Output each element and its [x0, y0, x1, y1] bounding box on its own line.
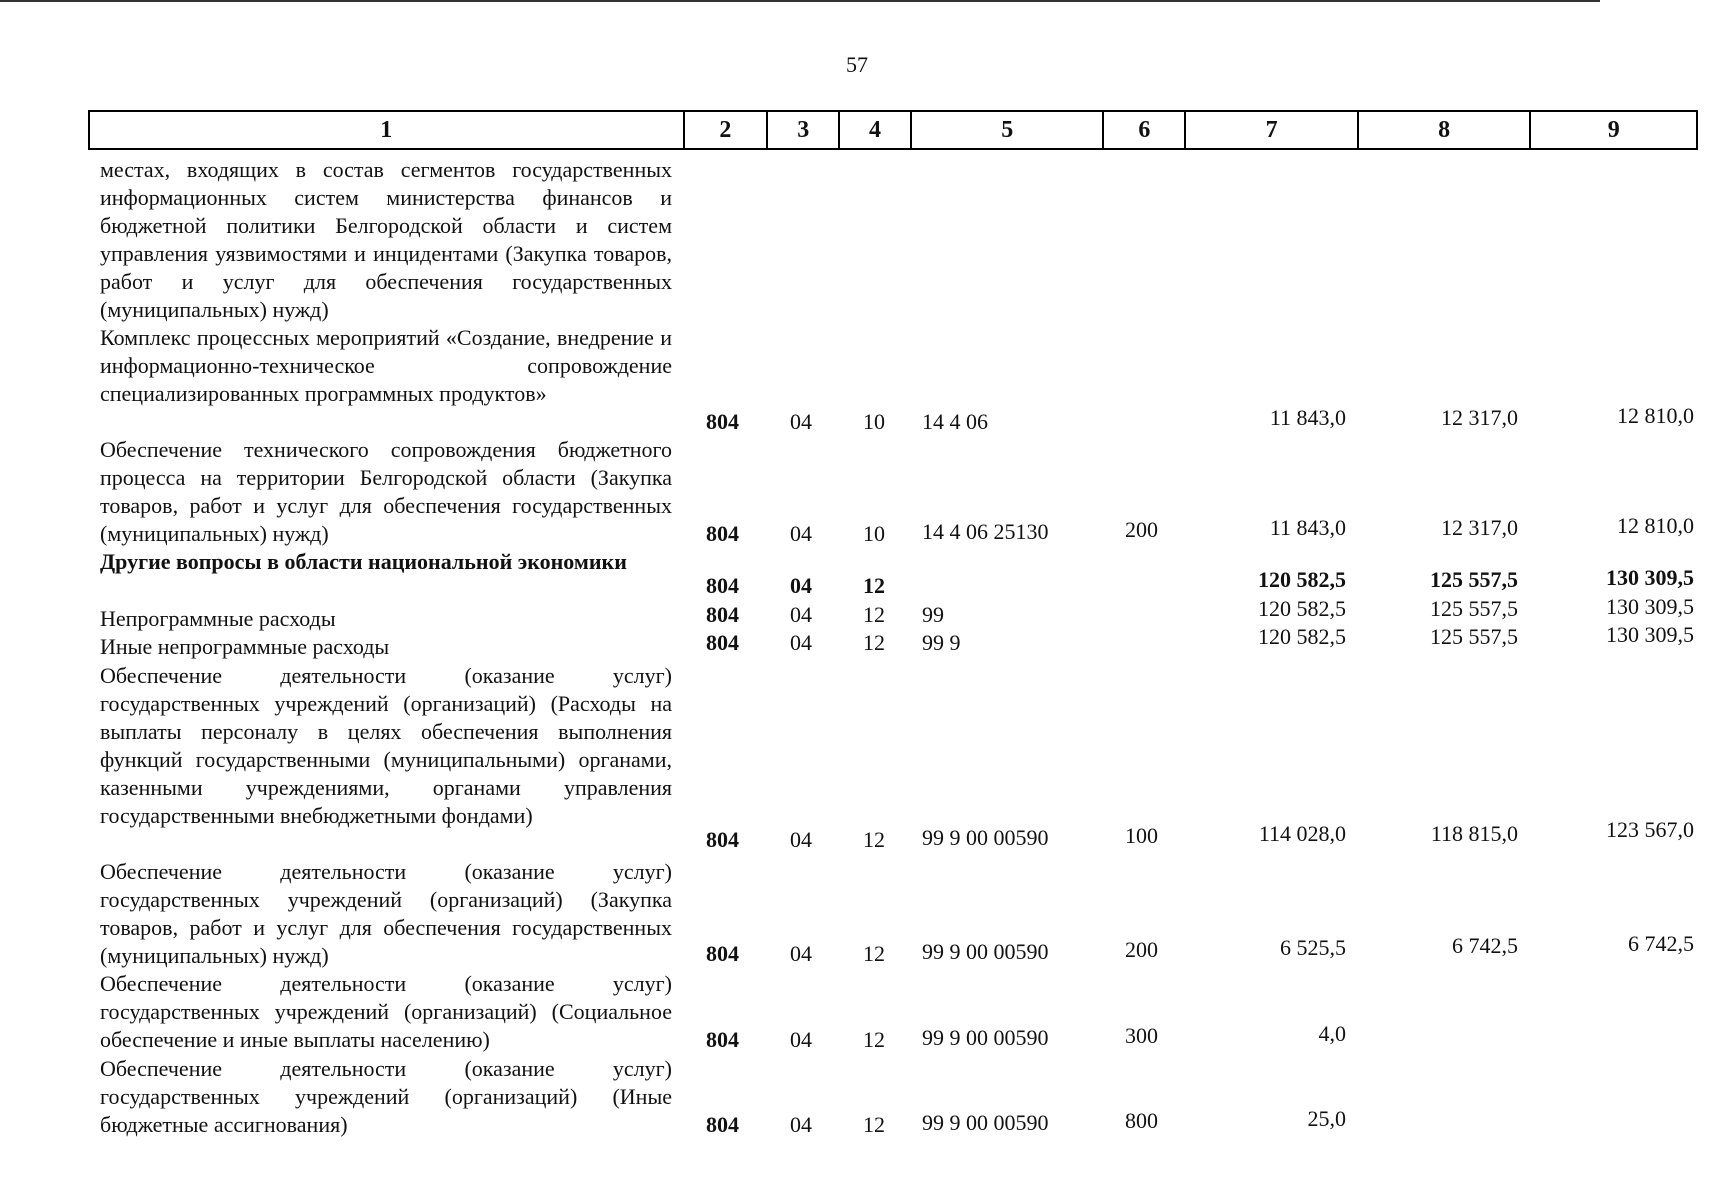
- page-number: 57: [846, 52, 868, 77]
- row-description: Обеспечение деятельности (оказание услуг) государственных учреждений (организаций) (Расходы на выплаты персоналу в целях обеспечения выполнения функций государственными (муниципальными) органами, казенными учреждениями, органами управления государственными внебюджетными фондами): [100, 663, 672, 828]
- row-description: Обеспечение технического сопровождения бюджетного процесса на территории Белгородской области (Закупка товаров, работ и услуг для обеспечения государственных (муниципальных) нужд): [100, 437, 672, 546]
- cell-amount-3: 6 742,5: [1628, 931, 1694, 956]
- cell-amount-3: 130 309,5: [1606, 565, 1694, 590]
- cell-section: 04: [790, 941, 812, 966]
- row-description: Обеспечение деятельности (оказание услуг) государственных учреждений (организаций) (Социальное обеспечение и иные выплаты населению): [100, 971, 672, 1052]
- header-col-6: 6: [1102, 112, 1184, 148]
- cell-amount-2: 125 557,5: [1430, 624, 1518, 649]
- cell-amount-3: 130 309,5: [1606, 594, 1694, 619]
- cell-amount-1: 6 525,5: [1280, 935, 1346, 960]
- cell-amount-3: 123 567,0: [1606, 817, 1694, 842]
- cell-chapter: 804: [706, 1027, 739, 1052]
- cell-subsection: 10: [863, 521, 885, 546]
- cell-amount-1: 11 843,0: [1269, 515, 1346, 540]
- cell-target-article: 14 4 06: [922, 409, 988, 434]
- top-rule: [0, 0, 1600, 2]
- cell-amount-3: 130 309,5: [1606, 622, 1694, 647]
- cell-expense-type: 200: [1125, 937, 1158, 962]
- cell-amount-1: 120 582,5: [1258, 567, 1346, 592]
- cell-section: 04: [790, 573, 812, 598]
- cell-chapter: 804: [706, 941, 739, 966]
- cell-subsection: 12: [863, 573, 885, 598]
- header-col-5: 5: [910, 112, 1103, 148]
- cell-expense-type: 800: [1125, 1108, 1158, 1133]
- cell-expense-type: 300: [1125, 1023, 1158, 1048]
- row-description: Комплекс процессных мероприятий «Создание, внедрение и информационно-техническое сопровождение специализированных программных продуктов»: [100, 325, 672, 406]
- header-col-8: 8: [1357, 112, 1530, 148]
- cell-section: 04: [790, 521, 812, 546]
- cell-section: 04: [790, 827, 812, 852]
- cell-section: 04: [790, 409, 812, 434]
- cell-target-article: 14 4 06 25130: [922, 519, 1049, 544]
- header-col-4: 4: [838, 112, 910, 148]
- cell-amount-2: 6 742,5: [1452, 933, 1518, 958]
- cell-expense-type: 100: [1125, 823, 1158, 848]
- cell-chapter: 804: [706, 409, 739, 434]
- cell-amount-2: 125 557,5: [1430, 567, 1518, 592]
- cell-amount-2: 12 317,0: [1441, 515, 1518, 540]
- cell-amount-1: 114 028,0: [1258, 821, 1346, 846]
- cell-subsection: 12: [863, 1027, 885, 1052]
- row-description: Иные непрограммные расходы: [100, 634, 390, 659]
- cell-subsection: 10: [863, 409, 885, 434]
- cell-target-article: 99 9: [922, 630, 961, 655]
- cell-expense-type: 200: [1125, 517, 1158, 542]
- cell-target-article: 99 9 00 00590: [922, 1025, 1049, 1050]
- header-col-1: 1: [380, 116, 393, 143]
- cell-amount-2: 125 557,5: [1430, 596, 1518, 621]
- cell-subsection: 12: [863, 941, 885, 966]
- row-description: Обеспечение деятельности (оказание услуг) государственных учреждений (организаций) (Закупка товаров, работ и услуг для обеспечения государственных (муниципальных) нужд): [100, 859, 672, 968]
- cell-amount-1: 120 582,5: [1258, 596, 1346, 621]
- cell-section: 04: [790, 1027, 812, 1052]
- cell-target-article: 99: [922, 602, 944, 627]
- cell-amount-1: 4,0: [1318, 1021, 1346, 1046]
- header-col-7: 7: [1184, 112, 1357, 148]
- cell-section: 04: [790, 602, 812, 627]
- cell-section: 04: [790, 630, 812, 655]
- cell-amount-2: 12 317,0: [1441, 405, 1518, 430]
- cell-amount-3: 12 810,0: [1617, 403, 1694, 428]
- header-col-9: 9: [1529, 112, 1696, 148]
- cell-target-article: 99 9 00 00590: [922, 939, 1049, 964]
- cell-amount-1: 25,0: [1307, 1106, 1346, 1131]
- cell-amount-3: 12 810,0: [1617, 513, 1694, 538]
- cell-subsection: 12: [863, 602, 885, 627]
- cell-subsection: 12: [863, 827, 885, 852]
- cell-chapter: 804: [706, 521, 739, 546]
- cell-chapter: 804: [706, 827, 739, 852]
- row-description: местах, входящих в состав сегментов государственных информационных систем министерства финансов и бюджетной политики Белгородской области и систем управления уязвимостями и инцидентами (Закупка товаров, работ и услуг для обеспечения государственных (муниципальных) нужд): [100, 157, 672, 322]
- cell-target-article: 99 9 00 00590: [922, 1110, 1049, 1135]
- row-description: Другие вопросы в области национальной экономики: [100, 549, 627, 574]
- cell-target-article: 99 9 00 00590: [922, 825, 1049, 850]
- table-header: [88, 110, 1698, 150]
- cell-amount-1: 11 843,0: [1269, 405, 1346, 430]
- cell-chapter: 804: [706, 630, 739, 655]
- cell-amount-2: 118 815,0: [1430, 821, 1518, 846]
- row-description: Обеспечение деятельности (оказание услуг) государственных учреждений (организаций) (Иные бюджетные ассигнования): [100, 1056, 672, 1137]
- cell-amount-1: 120 582,5: [1258, 624, 1346, 649]
- cell-subsection: 12: [863, 630, 885, 655]
- cell-subsection: 12: [863, 1112, 885, 1137]
- header-col-3: 3: [766, 112, 838, 148]
- row-description: Непрограммные расходы: [100, 606, 336, 631]
- header-col-2: 2: [683, 112, 767, 148]
- cell-chapter: 804: [706, 1112, 739, 1137]
- cell-chapter: 804: [706, 573, 739, 598]
- cell-section: 04: [790, 1112, 812, 1137]
- cell-chapter: 804: [706, 602, 739, 627]
